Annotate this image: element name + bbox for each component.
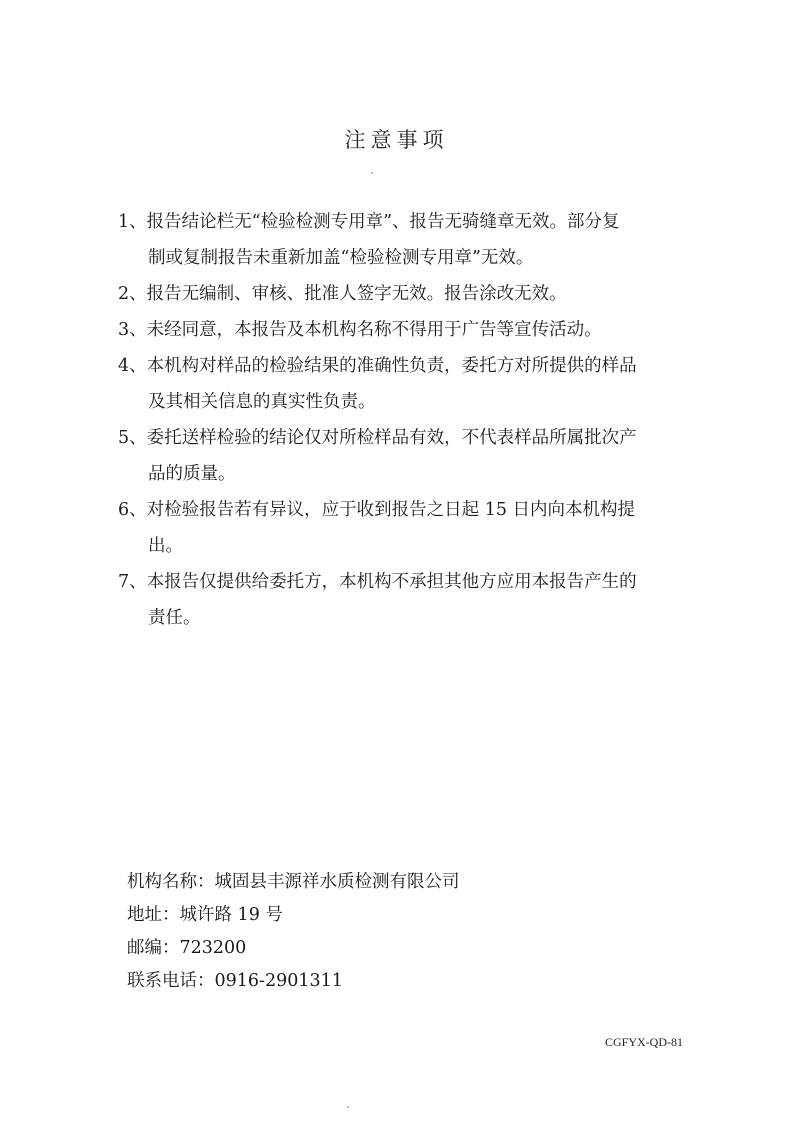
org-postcode: 邮编：723200 — [127, 938, 247, 958]
note-text: 7、本报告仅提供给委托方，本机构不承担其他方应用本报告产生的 — [118, 572, 637, 592]
note-text: 3、未经同意，本报告及本机构名称不得用于广告等宣传活动。 — [118, 320, 602, 340]
note-text: 品的质量。 — [148, 464, 236, 484]
note-item — [118, 564, 718, 636]
note-item — [118, 204, 718, 276]
org-name: 机构名称：城固县丰源祥水质检测有限公司 — [127, 872, 460, 892]
organization-info — [127, 866, 460, 998]
document-code: CGFYX-QD-81 — [605, 1035, 683, 1049]
scan-dot — [371, 172, 373, 174]
note-item — [118, 348, 718, 420]
scan-dot — [347, 1106, 349, 1108]
org-address: 地址：城许路 19 号 — [127, 905, 283, 925]
note-text: 1、报告结论栏无“检验检测专用章”、报告无骑缝章无效。部分复 — [118, 212, 620, 232]
note-text: 4、本机构对样品的检验结果的准确性负责，委托方对所提供的样品 — [118, 356, 637, 376]
note-item — [118, 276, 718, 312]
org-phone: 联系电话：0916-2901311 — [127, 971, 343, 991]
note-item — [118, 492, 718, 564]
note-text: 及其相关信息的真实性负责。 — [148, 392, 376, 412]
note-text: 出。 — [148, 536, 183, 556]
note-text: 责任。 — [148, 608, 201, 628]
note-text: 6、对检验报告若有异议，应于收到报告之日起 15 日内向本机构提 — [118, 500, 636, 520]
note-item — [118, 312, 718, 348]
note-text: 5、委托送样检验的结论仅对所检样品有效，不代表样品所属批次产 — [118, 428, 637, 448]
note-item — [118, 420, 718, 492]
note-text: 制或复制报告未重新加盖“检验检测专用章”无效。 — [148, 248, 534, 268]
notes-list — [118, 204, 718, 636]
note-text: 2、报告无编制、审核、批准人签字无效。报告涂改无效。 — [118, 284, 567, 304]
page-title: 注意事项 — [344, 128, 449, 152]
